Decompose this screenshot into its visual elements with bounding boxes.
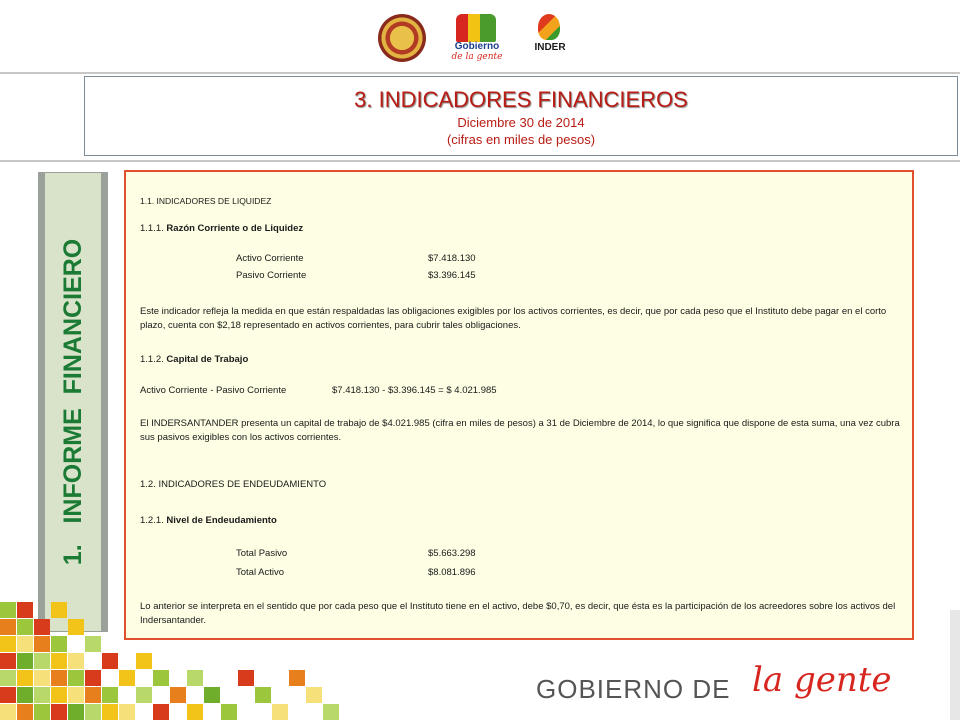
capital-formula-value: $7.418.130 - $3.396.145 = $ 4.021.985 <box>332 385 497 396</box>
decorative-square <box>85 670 101 686</box>
section-liquidez-heading: 1.1. INDICADORES DE LIQUIDEZ <box>140 196 272 206</box>
page-units: (cifras en miles de pesos) <box>446 132 596 147</box>
gobierno-logo-subtext: de la gente <box>451 52 503 62</box>
gobierno-logo-text: Gobierno <box>454 41 500 52</box>
activo-corriente-value: $7.418.130 <box>428 253 476 264</box>
santander-seal-logo <box>378 14 426 62</box>
decorative-square <box>119 704 135 720</box>
decorative-square <box>255 687 271 703</box>
decorative-square <box>323 704 339 720</box>
decorative-square <box>187 704 203 720</box>
inder-logo <box>526 12 574 64</box>
page-date: Diciembre 30 de 2014 <box>457 115 585 130</box>
subsection-title: Razón Corriente o de Liquidez <box>166 223 304 234</box>
header-logos <box>376 12 576 64</box>
subsection-number: 1.1.2. <box>140 354 167 365</box>
decorative-square <box>85 704 101 720</box>
decorative-square <box>51 670 67 686</box>
pasivo-corriente-label: Pasivo Corriente <box>236 270 307 281</box>
decorative-square <box>0 619 16 635</box>
capital-formula-label: Activo Corriente - Pasivo Corriente <box>140 385 287 396</box>
decorative-square <box>289 670 305 686</box>
decorative-square <box>68 687 84 703</box>
decorative-square <box>187 670 203 686</box>
decorative-square <box>238 670 254 686</box>
decorative-square <box>51 704 67 720</box>
decorative-square <box>51 687 67 703</box>
total-activo-value: $8.081.896 <box>428 567 476 578</box>
section-endeudamiento-heading: 1.2. INDICADORES DE ENDEUDAMIENTO <box>140 479 327 490</box>
decorative-square <box>17 670 33 686</box>
decorative-square <box>85 687 101 703</box>
decorative-square <box>221 704 237 720</box>
decorative-square <box>34 670 50 686</box>
hand-icon <box>456 14 496 42</box>
decorative-square <box>170 687 186 703</box>
decorative-square <box>85 636 101 652</box>
decorative-squares <box>0 602 330 720</box>
content-panel <box>124 170 914 640</box>
decorative-square <box>17 704 33 720</box>
decorative-square <box>153 704 169 720</box>
total-activo-label: Total Activo <box>236 567 285 578</box>
decorative-square <box>17 619 33 635</box>
decorative-square <box>51 602 67 618</box>
decorative-square <box>0 687 16 703</box>
title-box <box>84 76 958 156</box>
decorative-square <box>204 687 220 703</box>
decorative-square <box>34 704 50 720</box>
gobierno-de-la-gente-logo <box>446 12 508 64</box>
decorative-square <box>68 619 84 635</box>
total-pasivo-value: $5.663.298 <box>428 548 476 559</box>
subsection-razon-corriente <box>140 222 303 236</box>
subsection-capital-trabajo <box>140 353 248 367</box>
pasivo-corriente-value: $3.396.145 <box>428 270 476 281</box>
paragraph-capital: El INDERSANTANDER presenta un capital de trabajo de $4.021.985 (cifra en miles de pesos) a 31 de Diciembre de 2014, lo que significa que dispone de esta suma, una vez cubra sus pasivos exigibles con los activos corrientes. <box>140 418 900 443</box>
decorative-square <box>17 687 33 703</box>
decorative-square <box>0 704 16 720</box>
decorative-square <box>17 653 33 669</box>
footer-gobierno-text: GOBIERNO DE <box>536 674 731 704</box>
decorative-square <box>0 602 16 618</box>
decorative-square <box>34 653 50 669</box>
page-title: 3. INDICADORES FINANCIEROS <box>354 87 688 112</box>
paragraph-endeudamiento: Lo anterior se interpreta en el sentido que por cada peso que el Instituto tiene en el activo, debe $0,70, es decir, que ésta es la participación de los acreedores sobre los activos del Indersantander. <box>140 601 896 626</box>
decorative-square <box>136 653 152 669</box>
decorative-square <box>0 670 16 686</box>
right-edge-decoration <box>950 610 960 720</box>
decorative-square <box>102 704 118 720</box>
decorative-square <box>34 636 50 652</box>
decorative-square <box>68 704 84 720</box>
decorative-square <box>17 636 33 652</box>
inder-mark-icon <box>538 14 560 40</box>
inder-logo-text: INDER <box>534 42 566 53</box>
decorative-square <box>68 653 84 669</box>
decorative-square <box>272 704 288 720</box>
decorative-square <box>34 619 50 635</box>
decorative-square <box>0 636 16 652</box>
footer-gente-text: la gente <box>752 660 892 700</box>
side-section-label <box>38 172 108 632</box>
decorative-square <box>51 653 67 669</box>
decorative-square <box>119 670 135 686</box>
subsection-title: Capital de Trabajo <box>166 354 249 365</box>
decorative-square <box>0 653 16 669</box>
decorative-square <box>51 636 67 652</box>
decorative-square <box>306 687 322 703</box>
decorative-square <box>17 602 33 618</box>
subsection-nivel-endeudamiento <box>140 514 277 528</box>
total-pasivo-label: Total Pasivo <box>236 548 288 559</box>
decorative-square <box>153 670 169 686</box>
decorative-square <box>102 687 118 703</box>
decorative-square <box>68 670 84 686</box>
decorative-square <box>102 653 118 669</box>
subsection-number: 1.1.1. <box>140 223 167 234</box>
decorative-square <box>34 687 50 703</box>
subsection-title: Nivel de Endeudamiento <box>166 515 277 526</box>
decorative-square <box>136 687 152 703</box>
paragraph-liquidez: Este indicador refleja la medida en que están respaldadas las obligaciones exigibles por los activos corrientes, es decir, que por cada peso que el Instituto debe pagar en el corto plazo, cuenta con $2,18 representado en activos corrientes, para cubrir tales obligaciones. <box>140 306 887 331</box>
subsection-number: 1.2.1. <box>140 515 167 526</box>
side-label-text: 1. INFORME FINANCIERO <box>59 238 87 566</box>
activo-corriente-label: Activo Corriente <box>236 253 304 264</box>
